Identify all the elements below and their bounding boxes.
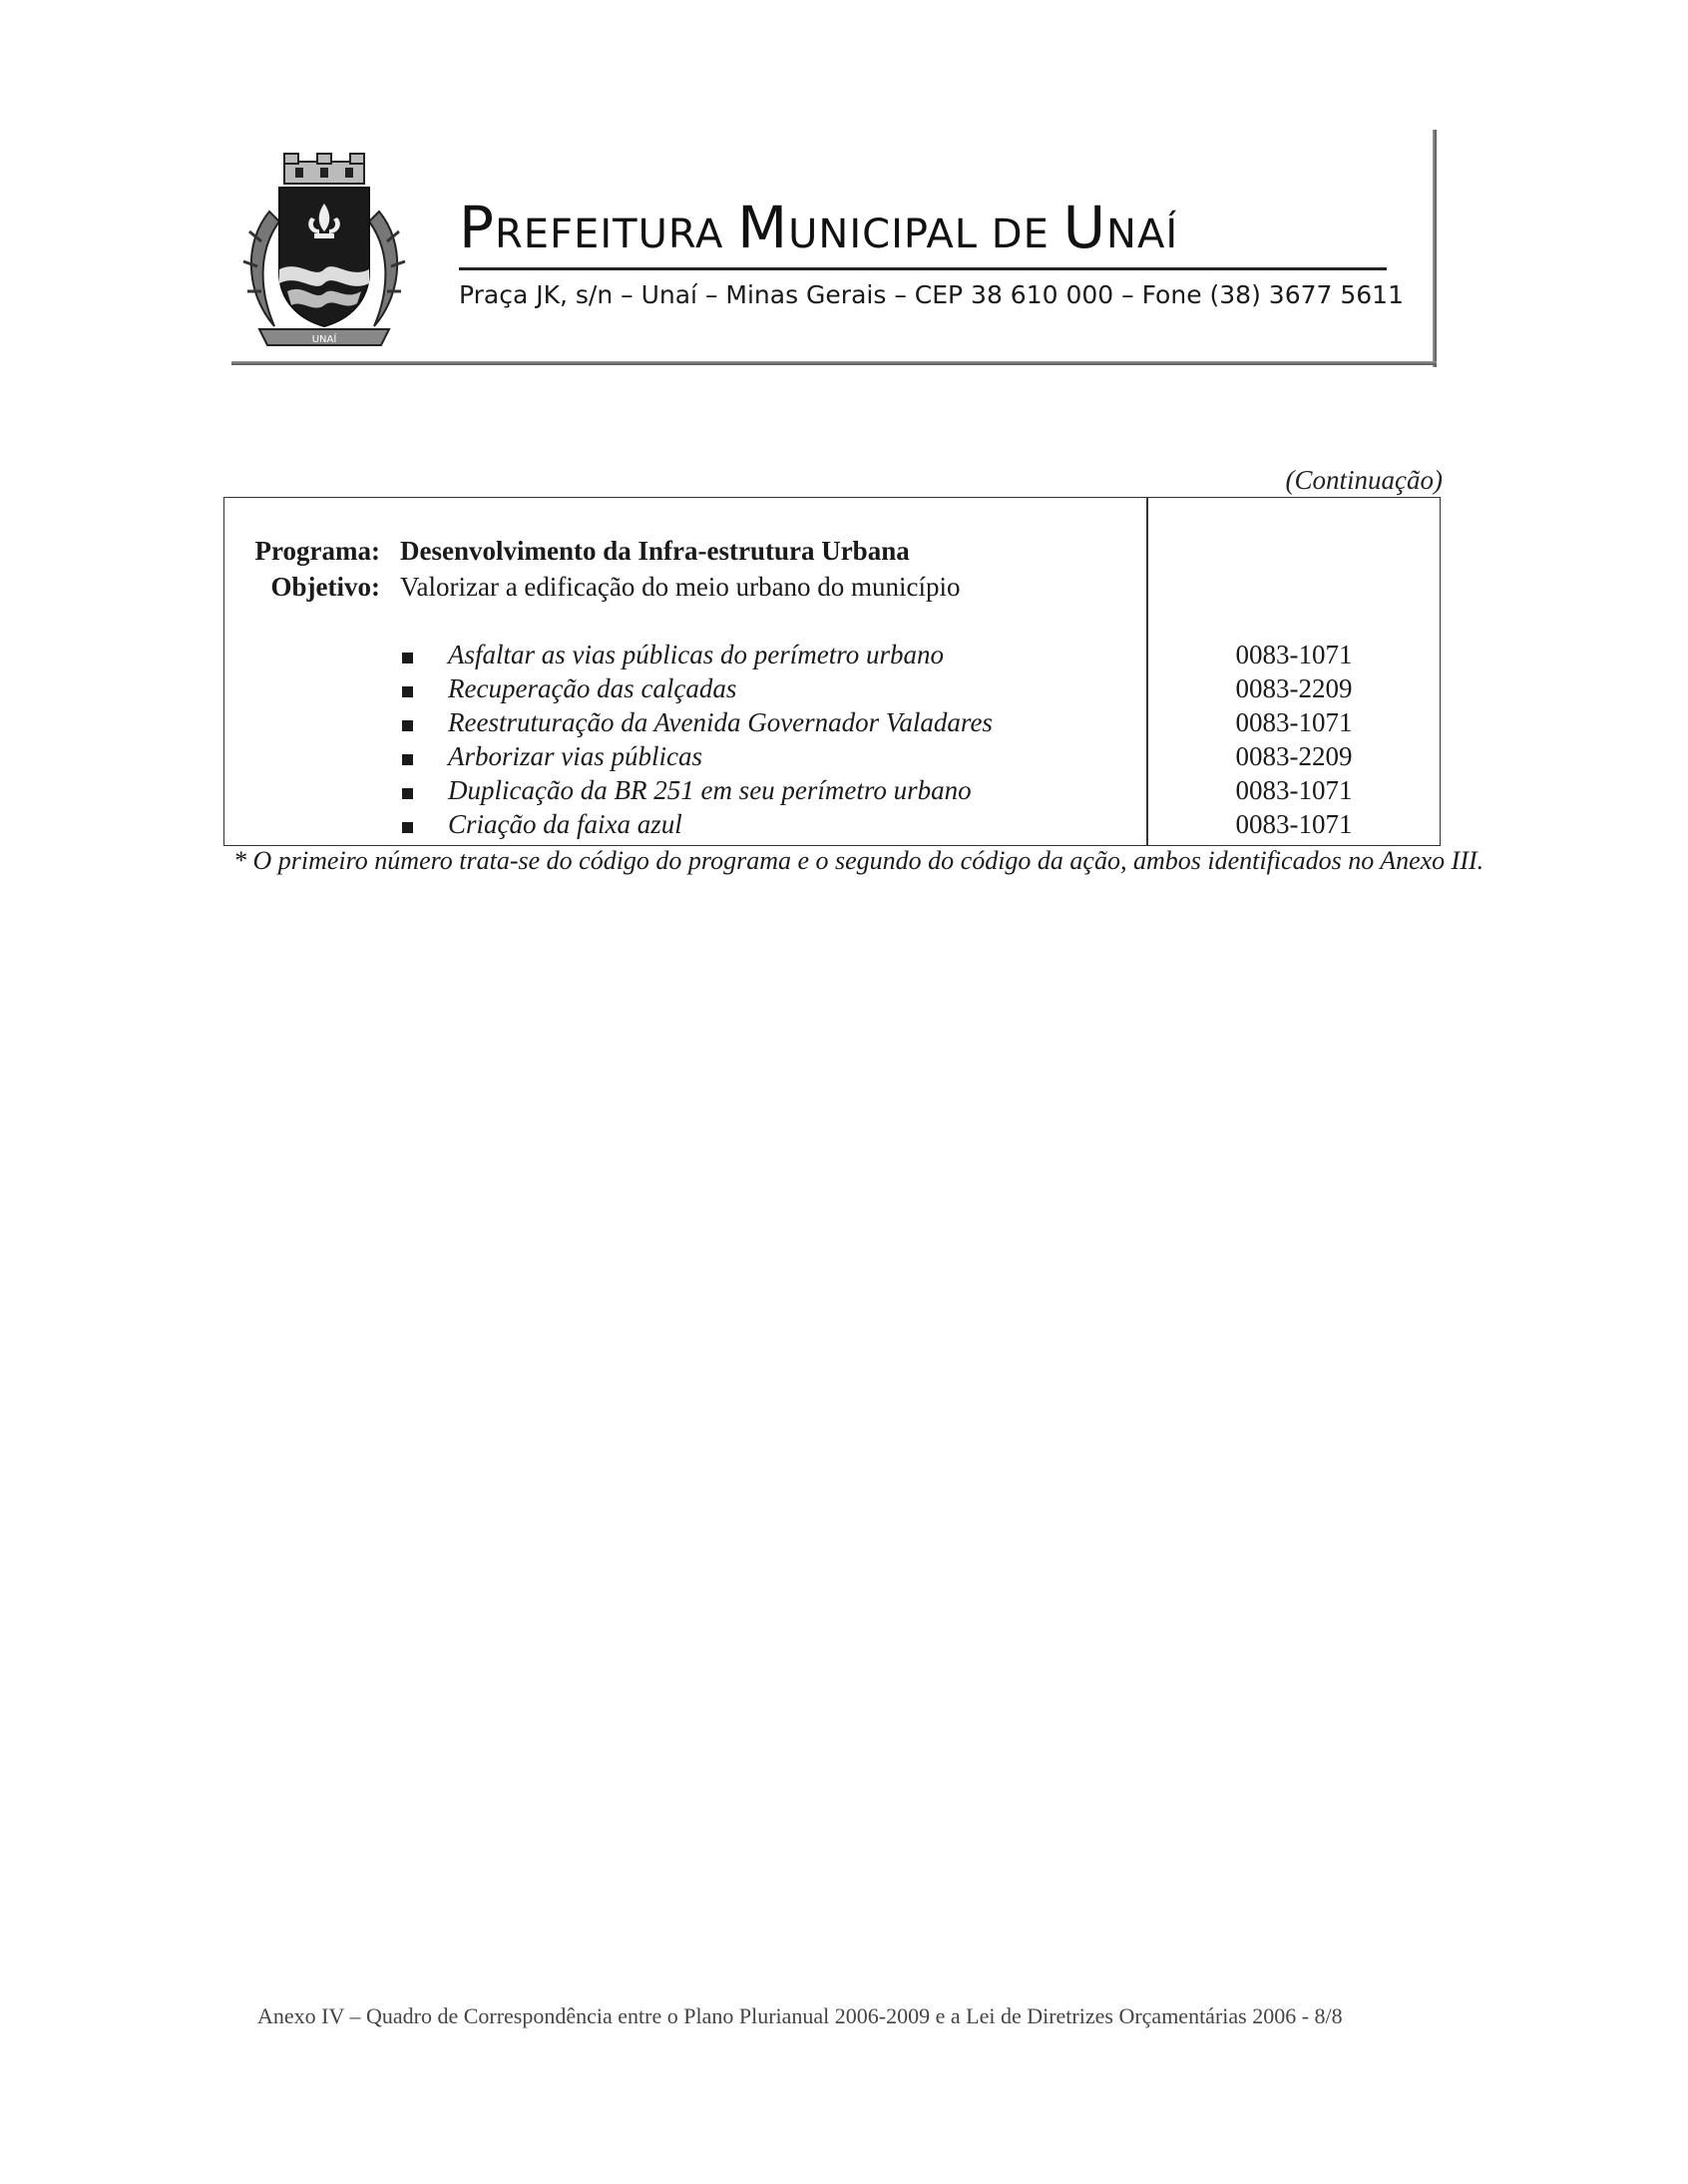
title-part: UNICIPAL DE — [788, 212, 1063, 257]
program-table — [223, 497, 1441, 846]
title-part: REFEITURA — [494, 212, 738, 257]
letterhead-border-right — [1433, 130, 1437, 367]
action-row — [224, 640, 1440, 673]
action-code: 0083-1071 — [1235, 775, 1353, 805]
bullet-icon — [402, 822, 413, 833]
action-text: Criação da faixa azul — [448, 809, 682, 839]
title-underline — [459, 267, 1387, 270]
title-initial: M — [737, 194, 789, 261]
action-code: 0083-1071 — [1235, 809, 1353, 839]
bullet-icon — [402, 686, 413, 697]
bullet-icon — [402, 754, 413, 765]
action-row — [224, 707, 1440, 741]
program-name: Desenvolvimento da Infra-estrutura Urbana — [400, 536, 910, 566]
municipal-coat-of-arms — [239, 152, 409, 351]
action-text: Arborizar vias públicas — [448, 741, 703, 771]
action-row — [224, 673, 1440, 707]
title-part: NAÍ — [1106, 212, 1179, 257]
municipality-address: Praça JK, s/n – Unaí – Minas Gerais – CEP 38 610 000 – Fone (38) 3677 5611 — [459, 280, 1404, 309]
bullet-icon — [402, 653, 413, 663]
svg-text:UNAÍ: UNAÍ — [311, 334, 337, 345]
action-text: Reestruturação da Avenida Governador Valadares — [448, 707, 993, 737]
municipality-title — [459, 194, 1178, 261]
action-code: 0083-1071 — [1235, 707, 1353, 737]
action-text: Duplicação da BR 251 em seu perímetro urbano — [448, 775, 972, 805]
action-code: 0083-2209 — [1235, 673, 1353, 703]
letterhead-border-bottom — [231, 361, 1437, 365]
footnote: * O primeiro número trata-se do código do programa e o segundo do código da ação, ambos identificados no Anexo III. — [233, 846, 1484, 875]
action-code: 0083-2209 — [1235, 741, 1353, 771]
action-code: 0083-1071 — [1235, 640, 1353, 669]
letterhead — [231, 130, 1437, 363]
objective-label: Objetivo: — [270, 572, 380, 602]
bullet-icon — [402, 720, 413, 731]
page-footer: Anexo IV – Quadro de Correspondência entre o Plano Plurianual 2006-2009 e a Lei de Diretrizes Orçamentárias 2006 - 8/8 — [257, 2003, 1343, 2028]
title-initial: U — [1062, 194, 1107, 261]
action-row — [224, 775, 1440, 809]
action-row — [224, 809, 1440, 843]
bullet-icon — [402, 788, 413, 799]
action-text: Asfaltar as vias públicas do perímetro urbano — [448, 640, 944, 669]
action-text: Recuperação das calçadas — [448, 673, 737, 703]
program-label: Programa: — [254, 536, 380, 566]
objective-text: Valorizar a edificação do meio urbano do município — [400, 572, 961, 602]
title-initial: P — [459, 194, 495, 261]
action-row — [224, 741, 1440, 775]
continuation-note: (Continuação) — [1285, 465, 1443, 495]
